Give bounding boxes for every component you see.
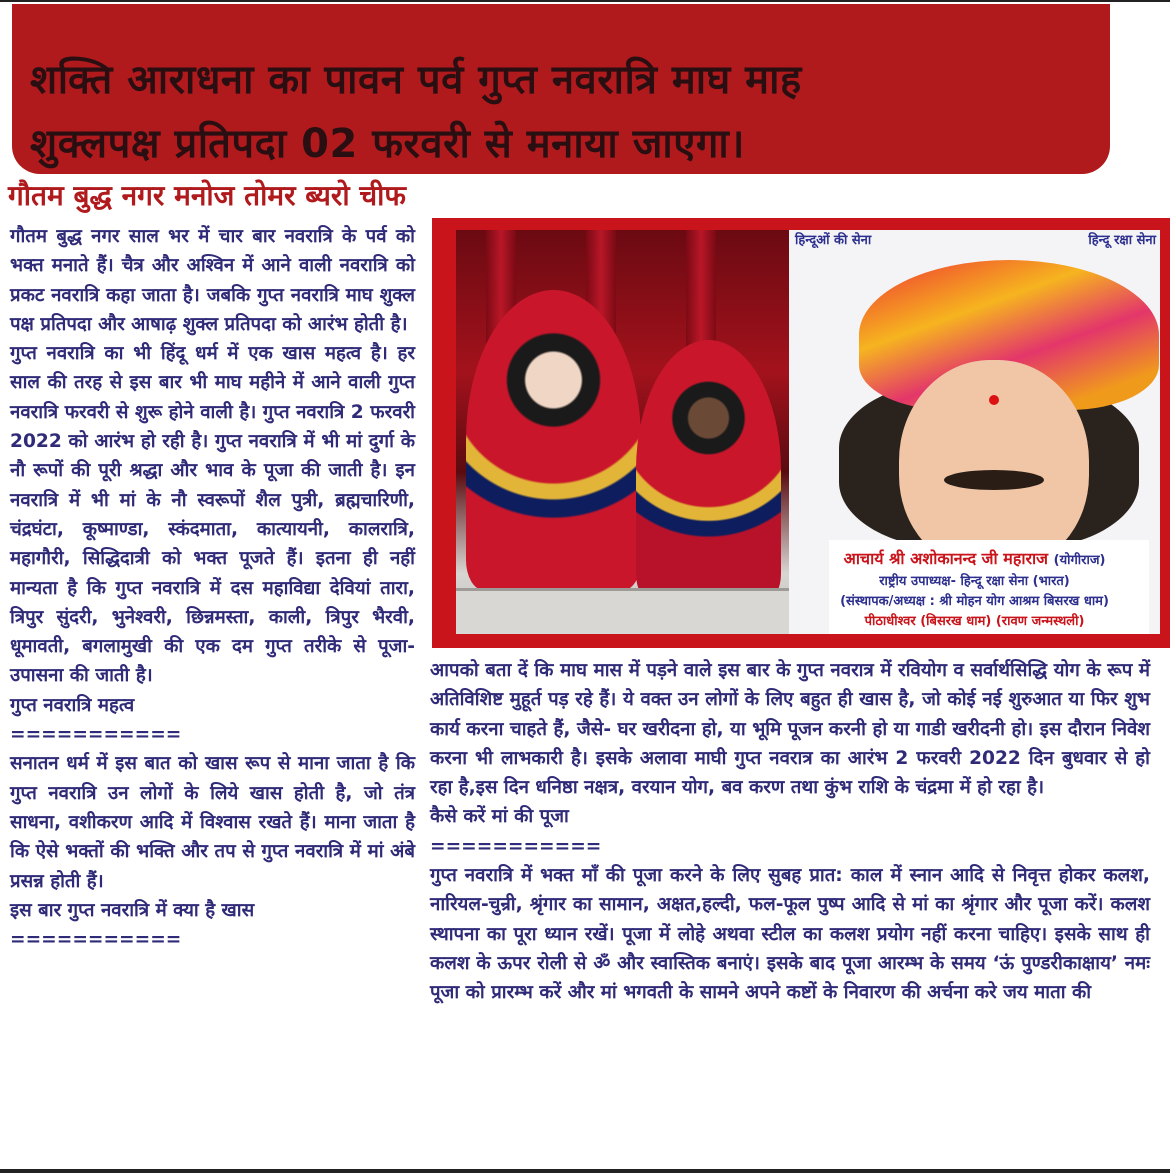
byline: गौतम बुद्ध नगर मनोज तोमर ब्यरो चीफ xyxy=(8,179,406,212)
caption-line-3: पीठाधीश्वर (बिसरख धाम) (रावण जन्मस्थली) xyxy=(864,614,1085,629)
caption-line-2: (संस्थापक/अध्यक्ष : श्री मोहन योग आश्रम बिसरख धाम) xyxy=(840,594,1109,609)
caption-name-suffix: (योगीराज) xyxy=(1053,553,1106,568)
section-divider: =========== xyxy=(10,929,182,951)
org-label-right: हिन्दू रक्षा सेना xyxy=(1088,233,1156,248)
headline-banner xyxy=(12,4,1110,174)
caption-name: आचार्य श्री अशोकानन्द जी महाराज xyxy=(843,549,1049,568)
section-heading: गुप्त नवरात्रि महत्व xyxy=(10,694,135,716)
portrait-caption xyxy=(789,548,1160,632)
goddess-idol-right xyxy=(636,340,781,600)
org-label-left: हिन्दूओं की सेना xyxy=(795,233,872,248)
portrait-face xyxy=(899,360,1089,570)
section-divider: =========== xyxy=(430,835,602,857)
paragraph: सनातन धर्म में इस बात को खास रूप से माना जाता है कि गुप्त नवरात्रि उन लोगों के लिये खास होती है, जो तंत्र साधना, वशीकरण आदि में विश्वास रखते हैं। माना जाता है कि ऐसे भक्तों की भक्ति और तप से गुप्त नवरात्रि में मां अंबे प्रसन्न होती हैं। xyxy=(10,753,415,892)
top-border xyxy=(0,0,1170,2)
section-heading: इस बार गुप्त नवरात्रि में क्या है खास xyxy=(10,899,255,921)
section-divider: =========== xyxy=(10,724,182,746)
goddess-idols-photo xyxy=(456,230,789,634)
headline-line-1: शक्ति आराधना का पावन पर्व गुप्त नवरात्रि माघ माह xyxy=(30,57,802,103)
paragraph: गुप्त नवरात्रि का भी हिंदू धर्म में एक खास महत्व है। हर साल की तरह से इस बार भी माघ महीने में आने वाली गुप्त नवरात्रि फरवरी से शुरू होने वाली है। गुप्त नवरात्रि 2 फरवरी 2022 को आरंभ हो रही है। गुप्त नवरात्रि में भी मां दुर्गा के नौ रूपों की पूरी श्रद्धा और भाव के पूजा की जाती है। इन नवरात्रि में भी मां के नौ स्वरूपों शैल पुत्री, ब्रह्मचारिणी, चंद्रघंटा, कूष्माण्डा, स्कंदमाता, कात्यायनी, कालरात्रि, महागौरी, सिद्धिदात्री को भक्त पूजते हैं। इतना ही नहीं मान्यता है कि गुप्त नवरात्रि में दस महाविद्या देवियां तारा, त्रिपुर सुंदरी, भुनेश्वरी, छिन्नमस्ता, काली, त्रिपुर भैरवी, धूमावती, बगलामुखी की एक दम गुप्त तरीके से पूजा-उपासना की जाती है। xyxy=(10,343,415,687)
section-heading: कैसे करें मां की पूजा xyxy=(430,806,569,828)
portrait-photo xyxy=(789,230,1160,634)
caption-line-1: राष्ट्रीय उपाध्यक्ष- हिन्दू रक्षा सेना (भारत) xyxy=(879,574,1070,589)
photo-collage xyxy=(432,218,1170,648)
paragraph: गुप्त नवरात्रि में भक्त माँ की पूजा करने के लिए सुबह प्रात: काल में स्नान आदि से निवृत्त होकर कलश, नारियल-चुन्री, श्रृंगार का सामान, अक्षत,हल्दी, फल-फूल पुष्प आदि से मां का श्रृंगार और पूजा करें। कलश स्थापना का पूरा ध्यान रखें। पूजा में लोहे अथवा स्टील का कलश प्रयोग नहीं करना चाहिए। इसके साथ ही कलश के ऊपर रोली से ॐ और स्वास्तिक बनाएं। इसके बाद पूजा आरम्भ के समय ‘ऊं पुण्डरीकाक्षाय’ नमः पूजा को प्रारम्भ करें और मां भगवती के सामने अपने कष्टों के निवारण की अर्चना करे जय माता की xyxy=(430,865,1150,1004)
right-article-column xyxy=(430,656,1150,1008)
paragraph: आपको बता दें कि माघ मास में पड़ने वाले इस बार के गुप्त नवरात्र में रवियोग व सर्वार्थसिद्धि योग के रूप में अतिविशिष्ट मुहूर्त पड़ रहे हैं। ये वक्त उन लोगों के लिए बहुत ही खास है, जो कोई नई शुरुआत या फिर शुभ कार्य करना चाहते हैं, जैसे- घर खरीदना हो, या भूमि पूजन करनी हो या गाडी खरीदनी हो। इस दौरान निवेश करना भी लाभकारी है। इसके अलावा माघी गुप्त नवरात्र का आरंभ 2 फरवरी 2022 दिन बुधवार से हो रहा है,इस दिन धनिष्ठा नक्षत्र, वरयान योग, बव करण तथा कुंभ राशि के चंद्रमा में हो रहा है। xyxy=(430,660,1150,799)
bottom-border xyxy=(0,1169,1170,1173)
paragraph: गौतम बुद्ध नगर साल भर में चार बार नवरात्रि के पर्व को भक्त मनाते हैं। चैत्र और अश्विन में आने वाली नवरात्रि को प्रकट नवरात्रि कहा जाता है। जबकि गुप्त नवरात्रि माघ शुक्ल पक्ष प्रतिपदा और आषाढ़ शुक्ल प्रतिपदा को आरंभ होती है। xyxy=(10,226,415,335)
goddess-idol-left xyxy=(466,290,641,590)
headline-line-2: शुक्लपक्ष प्रतिपदा 02 फरवरी से मनाया जाएगा। xyxy=(30,121,745,167)
left-article-column xyxy=(10,222,415,954)
